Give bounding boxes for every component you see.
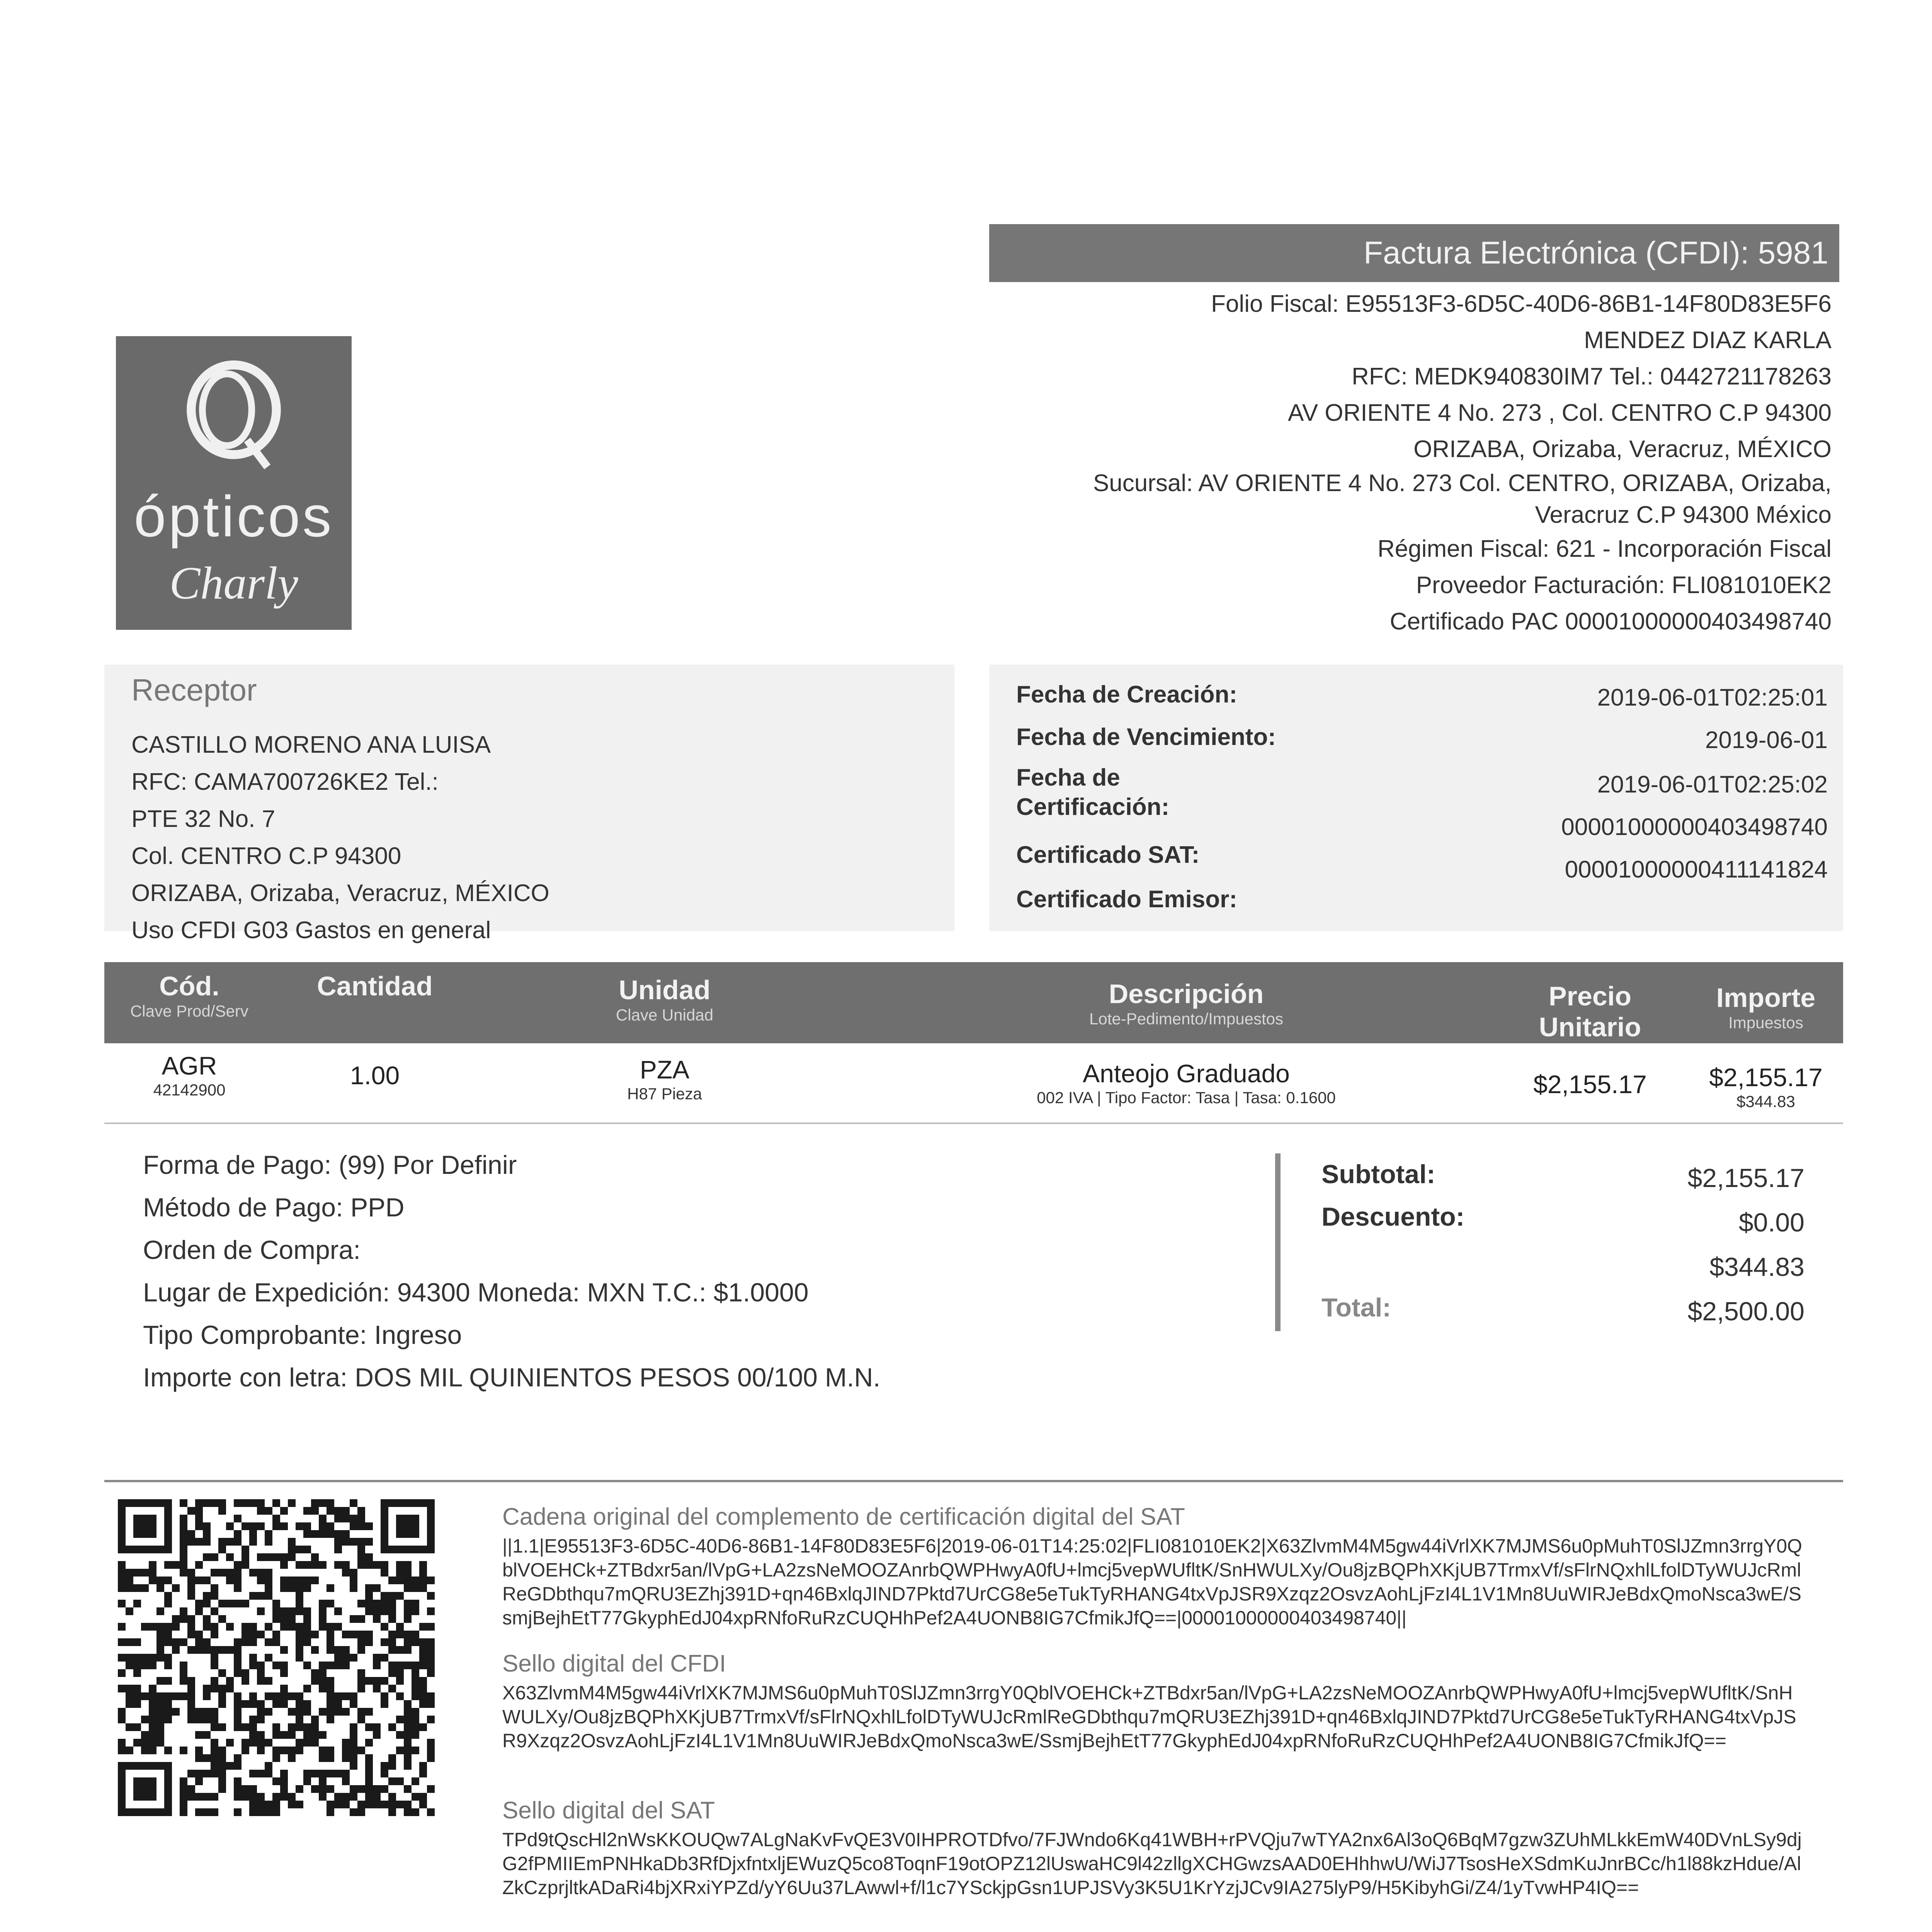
- emisor-info: [1005, 286, 1832, 640]
- tipo-comprobante: Tipo Comprobante: Ingreso: [143, 1320, 462, 1350]
- emisor-sucursal: Sucursal: AV ORIENTE 4 No. 273 Col. CENTRO, ORIZABA, Orizaba,: [1093, 470, 1832, 497]
- total-value: $2,500.00: [1687, 1297, 1804, 1326]
- emisor-city: ORIZABA, Orizaba, Veracruz, MÉXICO: [1413, 436, 1832, 463]
- impuesto-value: $344.83: [1709, 1252, 1804, 1282]
- totals-divider: [1275, 1153, 1281, 1331]
- sello-sat-text: TPd9tQscHl2nWsKKOUQw7ALgNaKvFvQE3V0IHPROTDfvo/7FJWndo6Kq41WBH+rPVQju7wTYA2nx6Al3oQ6BqM7gzw3ZUhMLkkEmW40DVnLSy9djG2fPMIIEmPNHkaDb3RfDjxfntxljEWuzQ5co8ToqnF19otOPZ12lUswaHC9l42zllgXCHGwzsAAD0EHhhwU/WiJ7TsosHeXSdmKuJnrBCc/h1l88kzHdue/AlZkCzprjltkADaRi4bjXRxiYPZd/yY6Uu37LAwwl+f/l1c7YSckjpGsn1UPJSVy3K5U1KrYzjJCv9IA275lyP9/H5KibyhGi/Z4/1yTvwHP4IQ==: [502, 1829, 1802, 1898]
- sello-cfdi-text: X63ZlvmM4M5gw44iVrlXK7MJMS6u0pMuhT0SlJZmn3rrgY0QblVOEHCk+ZTBdxr5an/lVpG+LA2zsNeMOOZAnrbQWPHwyA0fU+lmcj5vepWUfltK/SnHWULXy/Ou8jzBQPhXKjUB7TrmxVf/sFlrNQxhlLfolDTyWUJcRmlReGDbthqu7mQRU3EZhj391D+qn46BxlqJIND7Pktd7UrCG8e5eTukTyRHANG4txVpJSR9Xzqz2OsvzAohLjFzI4L1V1Mn8UuWIRJeBdxQmoNsca3wE/SsmjBejhEtT77GkyphEdJ04xpRNfoRuRzCUQHhPef2A4UONB8IG7CfmikJfQ==: [502, 1682, 1796, 1752]
- regimen-fiscal: Régimen Fiscal: 621 - Incorporación Fiscal: [1377, 536, 1832, 562]
- cell-importe-main: $2,155.17: [1709, 1063, 1823, 1092]
- col-header-importe: [1692, 982, 1839, 1032]
- cell-importe-impuestos: $344.83: [1736, 1092, 1795, 1111]
- cell-cod-main: AGR: [162, 1051, 217, 1080]
- certificado-emisor-value: 00001000000411141824: [1565, 856, 1828, 883]
- subtotal-value: $2,155.17: [1687, 1163, 1804, 1193]
- table-row: [104, 1043, 1843, 1121]
- fechas-section: [989, 665, 1843, 931]
- receptor-city: ORIZABA, Orizaba, Veracruz, MÉXICO: [131, 880, 549, 906]
- col-header-precio-1: Precio: [1549, 981, 1631, 1011]
- col-header-descripcion-main: Descripción: [1109, 979, 1264, 1009]
- folio-fiscal: Folio Fiscal: E95513F3-6D5C-40D6-86B1-14F80D83E5F6: [1211, 291, 1832, 317]
- qr-code: [118, 1499, 435, 1816]
- cell-descripcion-impuestos: 002 IVA | Tipo Factor: Tasa | Tasa: 0.1600: [1037, 1088, 1336, 1107]
- logo-icon: [178, 359, 290, 471]
- emisor-sucursal-cont: Veracruz C.P 94300 México: [1535, 502, 1832, 528]
- col-header-cantidad-main: Cantidad: [317, 971, 433, 1001]
- subtotal-label: Subtotal:: [1321, 1160, 1435, 1189]
- receptor-heading: Receptor: [131, 673, 257, 707]
- descuento-label: Descuento:: [1321, 1202, 1465, 1231]
- cell-descripcion-main: Anteojo Graduado: [1083, 1059, 1290, 1088]
- total-label: Total:: [1321, 1293, 1391, 1322]
- certificado-sat-value: 00001000000403498740: [1561, 814, 1828, 840]
- col-header-precio-2: Unitario: [1539, 1012, 1641, 1042]
- row-divider: [104, 1122, 1843, 1124]
- receptor-name: CASTILLO MORENO ANA LUISA: [131, 731, 491, 758]
- orden-compra: Orden de Compra:: [143, 1235, 361, 1265]
- fecha-certificacion-label-1: Fecha de: [1016, 764, 1120, 791]
- certificado-sat-label: Certificado SAT:: [1016, 842, 1200, 868]
- col-header-cod-main: Cód.: [159, 971, 219, 1001]
- fecha-certificacion-value: 2019-06-01T02:25:02: [1597, 771, 1828, 798]
- fecha-creacion-label: Fecha de Creación:: [1016, 681, 1237, 708]
- fecha-creacion-value: 2019-06-01T02:25:01: [1597, 684, 1828, 711]
- sello-cfdi-heading: Sello digital del CFDI: [502, 1650, 726, 1677]
- receptor-details: [131, 726, 549, 949]
- col-header-importe-sub: Impuestos: [1728, 1014, 1803, 1032]
- cell-cantidad: [286, 1061, 464, 1090]
- company-logo: [116, 336, 352, 630]
- cell-cod: [104, 1051, 274, 1100]
- cell-precio: [1503, 1070, 1677, 1099]
- cell-descripcion: [877, 1059, 1495, 1107]
- cadena-original-heading: Cadena original del complemento de certificación digital del SAT: [502, 1503, 1185, 1530]
- col-header-unidad: [549, 975, 781, 1025]
- emisor-rfc: RFC: MEDK940830IM7 Tel.: 0442721178263: [1352, 363, 1832, 390]
- cell-unidad-clave: H87 Pieza: [627, 1085, 702, 1103]
- cell-importe: [1692, 1063, 1839, 1111]
- receptor-uso-cfdi: Uso CFDI G03 Gastos en general: [131, 917, 491, 944]
- receptor-rfc: RFC: CAMA700726KE2 Tel.:: [131, 769, 439, 795]
- emisor-address: AV ORIENTE 4 No. 273 , Col. CENTRO C.P 94300: [1287, 400, 1832, 426]
- logo-word: ópticos: [134, 484, 334, 549]
- importe-letra: Importe con letra: DOS MIL QUINIENTOS PESOS 00/100 M.N.: [143, 1363, 881, 1392]
- col-header-cantidad: [286, 971, 464, 1002]
- logo-sub: Charly: [169, 557, 298, 609]
- receptor-colonia: Col. CENTRO C.P 94300: [131, 843, 401, 869]
- cell-unidad-main: PZA: [639, 1055, 690, 1084]
- certificado-emisor-label: Certificado Emisor:: [1016, 886, 1237, 913]
- metodo-pago: Método de Pago: PPD: [143, 1193, 405, 1222]
- col-header-descripcion-sub: Lote-Pedimento/Impuestos: [1089, 1010, 1283, 1028]
- qr-finder-0: [122, 1503, 168, 1549]
- col-header-cod-sub: Clave Prod/Serv: [130, 1002, 248, 1020]
- cell-cantidad-main: 1.00: [350, 1061, 400, 1090]
- proveedor-facturacion: Proveedor Facturación: FLI081010EK2: [1416, 572, 1832, 599]
- fecha-vencimiento-label: Fecha de Vencimiento:: [1016, 724, 1276, 750]
- receptor-street: PTE 32 No. 7: [131, 806, 276, 832]
- pago-info: [143, 1144, 880, 1399]
- col-header-cod: [104, 971, 274, 1021]
- cell-cod-clave: 42142900: [153, 1081, 226, 1099]
- sello-sat-heading: Sello digital del SAT: [502, 1797, 715, 1824]
- certificado-pac: Certificado PAC 00001000000403498740: [1389, 608, 1832, 635]
- col-header-unidad-main: Unidad: [619, 975, 711, 1005]
- qr-finder-1: [384, 1503, 431, 1549]
- forma-pago: Forma de Pago: (99) Por Definir: [143, 1150, 517, 1180]
- col-header-importe-main: Importe: [1716, 983, 1816, 1013]
- receptor-section: [104, 665, 954, 944]
- fecha-certificacion-label: [1016, 763, 1169, 822]
- descuento-value: $0.00: [1738, 1208, 1804, 1237]
- emisor-name: MENDEZ DIAZ KARLA: [1584, 327, 1832, 354]
- section-divider: [104, 1480, 1843, 1482]
- col-header-descripcion: [954, 978, 1418, 1029]
- items-table-header: [104, 962, 1843, 1043]
- document-title: Factura Electrónica (CFDI): 5981: [989, 224, 1839, 282]
- cell-precio-main: $2,155.17: [1533, 1070, 1647, 1099]
- fecha-certificacion-label-2: Certificación:: [1016, 794, 1170, 820]
- qr-finder-2: [122, 1766, 168, 1812]
- lugar-expedicion: Lugar de Expedición: 94300 Moneda: MXN T.C.: $1.0000: [143, 1278, 809, 1307]
- cadena-original-text: ||1.1|E95513F3-6D5C-40D6-86B1-14F80D83E5F6|2019-06-01T14:25:02|FLI081010EK2|X63ZlvmM4M5gw44iVrlXK7MJMS6u0pMuhT0SlJZmn3rrgY0QblVOEHCk+ZTBdxr5an/lVpG+LA2zsNeMOOZAnrbQWPHwyA0fU+lmcj5vepWUfltK/SnHWULXy/Ou8jzBQPhXKjUB7TrmxVf/sFlrNQxhlLfolDTyWUJcRmlReGDbthqu7mQRU3EZhj391D+qn46BxlqJIND7Pktd7UrCG8e5eTukTyRHANG4txVpJSR9Xzqz2OsvzAohLjFzI4L1V1Mn8UuWIRJeBdxQmoNsca3wE/SsmjBejhEtT77GkyphEdJ04xpRNfoRuRzCUQHhPef2A4UONB8IG7CfmikJfQ==|00001000000403498740||: [502, 1535, 1802, 1629]
- cell-unidad: [549, 1055, 781, 1104]
- col-header-precio: [1503, 981, 1677, 1043]
- col-header-unidad-sub: Clave Unidad: [616, 1006, 714, 1024]
- fecha-vencimiento-value: 2019-06-01: [1705, 727, 1828, 753]
